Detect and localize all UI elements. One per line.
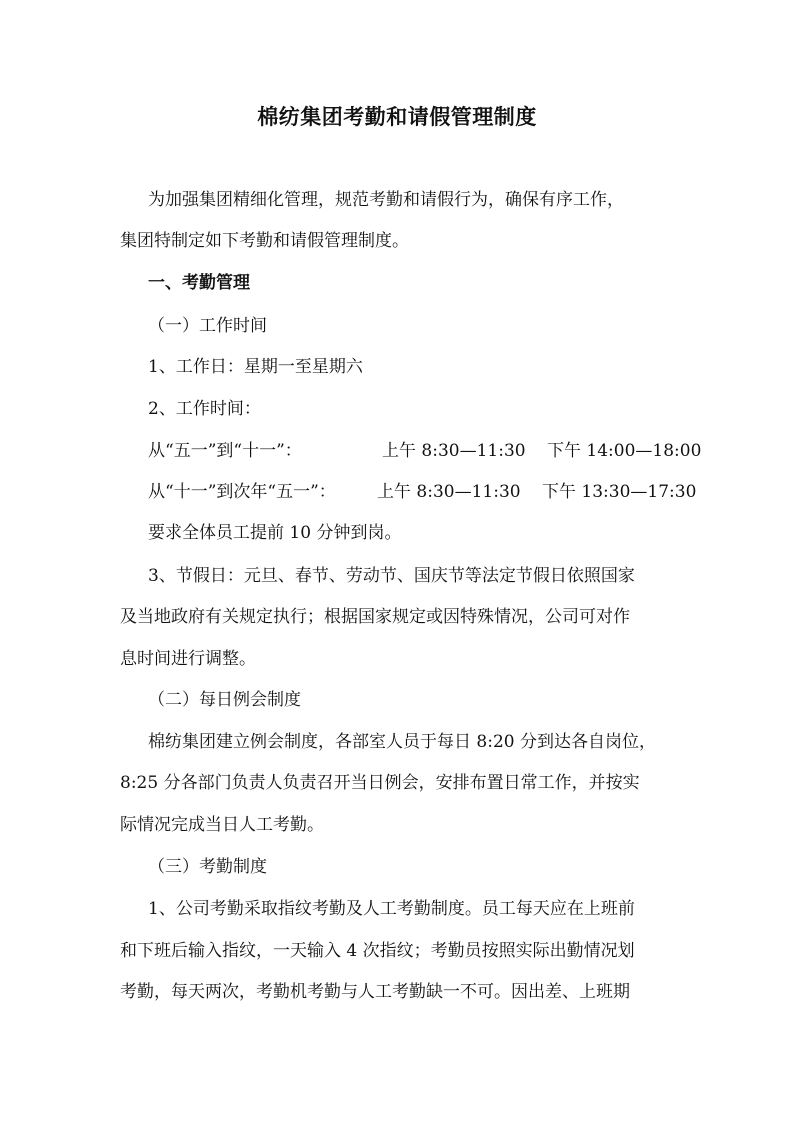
schedule-morning: 上午 8:30—11:30 xyxy=(377,482,521,502)
attendance-line-2: 和下班后输入指纹，一天输入 4 次指纹；考勤员按照实际出勤情况划 xyxy=(120,941,635,961)
section-heading-attendance: 一、考勤管理 xyxy=(148,273,250,293)
subsection-heading-attendance-system: （三）考勤制度 xyxy=(148,857,267,877)
item-work-time: 2、工作时间： xyxy=(148,399,261,419)
holidays-line-3: 息时间进行调整。 xyxy=(120,649,256,669)
schedule-afternoon: 下午 13:30—17:30 xyxy=(542,482,697,502)
arrival-requirement: 要求全体员工提前 10 分钟到岗。 xyxy=(148,523,402,543)
item-workdays: 1、工作日：星期一至星期六 xyxy=(148,357,363,377)
meeting-line-3: 际情况完成当日人工考勤。 xyxy=(120,815,324,835)
schedule-afternoon: 下午 14:00—18:00 xyxy=(547,441,702,461)
subsection-heading-daily-meeting: （二）每日例会制度 xyxy=(148,690,301,710)
schedule-morning: 上午 8:30—11:30 xyxy=(382,441,526,461)
subsection-heading-work-time: （一）工作时间 xyxy=(148,316,267,336)
intro-line-2: 集团特制定如下考勤和请假管理制度。 xyxy=(120,231,409,251)
schedule-period: 从“五一”到“十一”： xyxy=(148,441,302,461)
attendance-line-3: 考勤，每天两次，考勤机考勤与人工考勤缺一不可。因出差、上班期 xyxy=(120,982,630,1002)
meeting-line-1: 棉纺集团建立例会制度，各部室人员于每日 8:20 分到达各自岗位， xyxy=(148,732,656,752)
holidays-line-2: 及当地政府有关规定执行；根据国家规定或因特殊情况，公司可对作 xyxy=(120,607,630,627)
attendance-line-1: 1、公司考勤采取指纹考勤及人工考勤制度。员工每天应在上班前 xyxy=(148,899,635,919)
intro-line-1: 为加强集团精细化管理，规范考勤和请假行为，确保有序工作， xyxy=(148,190,624,210)
document-title: 棉纺集团考勤和请假管理制度 xyxy=(257,104,537,129)
schedule-period: 从“十一”到次年“五一”： xyxy=(148,482,336,502)
holidays-line-1: 3、节假日：元旦、春节、劳动节、国庆节等法定节假日依照国家 xyxy=(148,566,635,586)
meeting-line-2: 8:25 分各部门负责人负责召开当日例会，安排布置日常工作，并按实 xyxy=(120,773,640,793)
